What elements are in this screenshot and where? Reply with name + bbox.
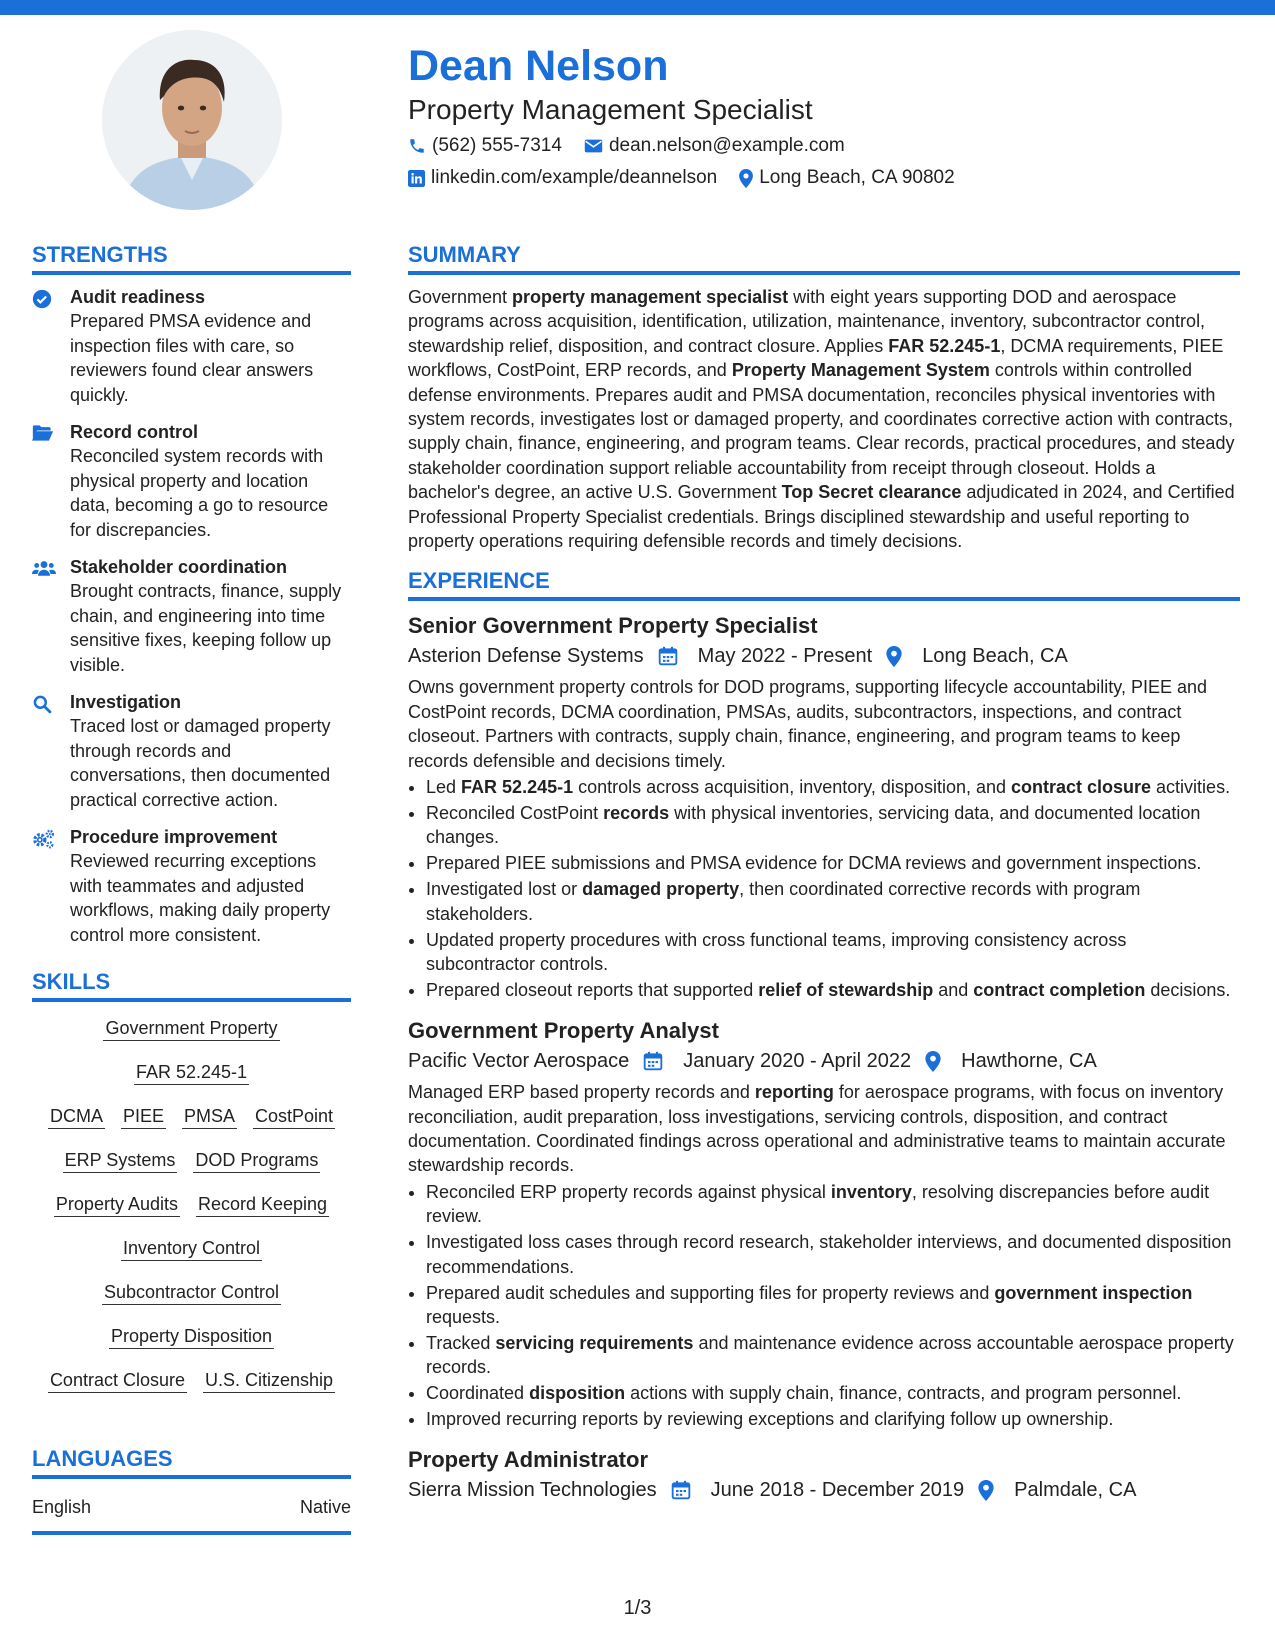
skill-tag: Property Disposition bbox=[109, 1324, 274, 1349]
folder-open-icon bbox=[32, 420, 70, 542]
language-row bbox=[32, 1495, 351, 1535]
skill-tag: Inventory Control bbox=[121, 1236, 262, 1261]
bold-text: contract closure bbox=[1011, 777, 1152, 798]
skill-tag: CostPoint bbox=[253, 1104, 335, 1129]
bullet-item bbox=[426, 851, 1240, 875]
bold-text: damaged property bbox=[582, 879, 740, 900]
bold-text: servicing requirements bbox=[495, 1332, 694, 1353]
linkedin-contact[interactable] bbox=[408, 167, 717, 189]
bold-text: FAR 52.245-1 bbox=[888, 335, 1001, 356]
envelope-icon bbox=[584, 138, 603, 154]
strength-item bbox=[32, 690, 351, 812]
job-entry bbox=[408, 1445, 1240, 1505]
skill-tag: Record Keeping bbox=[196, 1192, 329, 1217]
job-entry bbox=[408, 611, 1240, 1002]
text-run: Government bbox=[408, 287, 513, 307]
strength-description: Reconciled system records with physical property and location data, becoming a go to resource for discrepancies. bbox=[70, 446, 329, 540]
top-accent-bar bbox=[0, 0, 1275, 15]
job-dates-text: May 2022 - Present bbox=[697, 645, 873, 668]
text-run: Updated property procedures with cross functional teams, improving consistency across subcontractor controls. bbox=[426, 929, 1127, 974]
job-meta bbox=[408, 641, 1240, 671]
skill-tag: Property Audits bbox=[54, 1192, 180, 1217]
text-run: Prepared audit schedules and supporting files for property reviews and bbox=[426, 1282, 995, 1303]
job-dates bbox=[643, 1046, 911, 1076]
profile-photo bbox=[102, 30, 282, 210]
bold-text: inventory bbox=[830, 1181, 912, 1202]
skill-tag: Subcontractor Control bbox=[102, 1280, 281, 1305]
text-run: Improved recurring reports by reviewing exceptions and clarifying follow up ownership. bbox=[426, 1409, 1114, 1430]
page-number: 1/3 bbox=[623, 1597, 652, 1619]
text-run: Managed ERP based property records and bbox=[408, 1082, 755, 1103]
job-meta bbox=[408, 1046, 1240, 1076]
bold-text: contract completion bbox=[973, 979, 1146, 1000]
candidate-name: Dean Nelson bbox=[408, 42, 669, 90]
strength-title: Investigation bbox=[70, 692, 182, 712]
skill-tag: Government Property bbox=[103, 1016, 279, 1041]
job-dates-text: June 2018 - December 2019 bbox=[710, 1479, 965, 1502]
contact-row-1 bbox=[408, 130, 1238, 162]
job-location bbox=[886, 641, 1068, 671]
strength-title: Stakeholder coordination bbox=[70, 557, 288, 577]
job-company: Asterion Defense Systems bbox=[408, 645, 644, 668]
email-contact[interactable] bbox=[584, 135, 845, 157]
bold-text: records bbox=[603, 803, 670, 823]
strength-title: Procedure improvement bbox=[70, 827, 278, 847]
email-address: dean.nelson@example.com bbox=[608, 135, 845, 156]
bold-text: FAR 52.245-1 bbox=[461, 777, 574, 798]
text-run: with eight years supporting DOD and aerospace programs across acquisition, identification, utilization, maintenance, inventory, subcontractor control, stewardship relief, disposition, and contract closure. Applies bbox=[408, 287, 1206, 356]
skill-tag: DOD Programs bbox=[193, 1148, 320, 1173]
text-run: requests. bbox=[426, 1306, 501, 1327]
location-text: Long Beach, CA 90802 bbox=[759, 167, 955, 188]
bullet-item bbox=[426, 928, 1240, 977]
bullet-item bbox=[426, 877, 1240, 926]
bullet-item bbox=[426, 1230, 1240, 1279]
strength-item bbox=[32, 285, 351, 407]
calendar-icon bbox=[671, 1480, 701, 1500]
strengths-heading: STRENGTHS bbox=[32, 240, 351, 275]
skill-tag: U.S. Citizenship bbox=[203, 1368, 335, 1393]
job-bullets bbox=[408, 775, 1240, 1002]
phone-contact bbox=[408, 135, 562, 157]
experience-list bbox=[408, 611, 1240, 1505]
job-dates bbox=[658, 641, 873, 671]
strength-description: Reviewed recurring exceptions with teammates and adjusted workflows, making daily property control more consistent. bbox=[70, 851, 331, 945]
skill-tag: DCMA bbox=[48, 1104, 105, 1129]
text-run: Investigated loss cases through record research, stakeholder interviews, and documented disposition recommendations. bbox=[426, 1232, 1232, 1277]
job-location-text: Hawthorne, CA bbox=[961, 1050, 1097, 1073]
resume-header bbox=[408, 40, 1238, 194]
text-run: Led bbox=[426, 777, 462, 798]
text-run: actions with supply chain, finance, contracts, and program personnel. bbox=[625, 1383, 1182, 1404]
bullet-item bbox=[426, 775, 1240, 799]
text-run: adjudicated in 2024, and Certified Professional Property Specialist credentials. Brings disciplined stewardship and useful reporting to property operations requiring defensible records and timely decisions. bbox=[408, 482, 1235, 552]
strength-description: Traced lost or damaged property through records and conversations, then documented practical corrective action. bbox=[70, 716, 331, 810]
check-circle-icon bbox=[32, 285, 70, 407]
text-run: controls across acquisition, inventory, disposition, and bbox=[573, 777, 1011, 798]
text-run: for aerospace programs, with focus on inventory reconciliation, audit preparation, loss investigations, servicing controls, disposition, and contract documentation. Coordinated findings across operational and administrative teams to maintain accurate stewardship records. bbox=[408, 1082, 1226, 1176]
strength-title: Audit readiness bbox=[70, 287, 206, 307]
skill-tag: ERP Systems bbox=[63, 1148, 178, 1173]
bold-text: Top Secret clearance bbox=[781, 482, 962, 503]
location-contact bbox=[739, 167, 954, 189]
job-title: Government Property Analyst bbox=[408, 1018, 719, 1044]
text-run: Investigated lost or bbox=[426, 879, 583, 900]
candidate-title: Property Management Specialist bbox=[408, 94, 813, 125]
strengths-list bbox=[32, 285, 351, 947]
job-company: Sierra Mission Technologies bbox=[408, 1479, 657, 1502]
text-run: with physical inventories, servicing data, and documented location changes. bbox=[426, 803, 1201, 848]
bullet-item bbox=[426, 1180, 1240, 1229]
summary-text bbox=[408, 285, 1240, 553]
bullet-item bbox=[426, 1381, 1240, 1405]
bold-text: reporting bbox=[754, 1082, 834, 1103]
text-run: activities. bbox=[1151, 777, 1231, 798]
strength-item bbox=[32, 420, 351, 542]
summary-heading: SUMMARY bbox=[408, 240, 1240, 275]
map-pin-icon bbox=[886, 646, 912, 667]
languages-heading: LANGUAGES bbox=[32, 1444, 351, 1479]
experience-heading: EXPERIENCE bbox=[408, 566, 1240, 601]
bold-text: Property Management System bbox=[731, 360, 990, 381]
language-name: English bbox=[32, 1497, 92, 1517]
phone-number: (562) 555-7314 bbox=[432, 135, 562, 156]
skill-tag: Contract Closure bbox=[48, 1368, 187, 1393]
job-location-text: Palmdale, CA bbox=[1014, 1479, 1137, 1502]
map-pin-icon bbox=[739, 169, 753, 188]
job-entry bbox=[408, 1016, 1240, 1431]
text-run: Tracked bbox=[426, 1332, 496, 1353]
text-run: , resolving discrepancies before audit review. bbox=[426, 1181, 1210, 1227]
job-description bbox=[408, 1080, 1240, 1178]
bullet-item bbox=[426, 1331, 1240, 1380]
job-location bbox=[978, 1475, 1136, 1505]
bold-text: government inspection bbox=[994, 1282, 1193, 1303]
bold-text: relief of stewardship bbox=[758, 979, 934, 1000]
map-pin-icon bbox=[978, 1480, 1004, 1501]
language-level: Native bbox=[299, 1497, 351, 1517]
bullet-item bbox=[426, 1281, 1240, 1330]
users-icon bbox=[32, 555, 70, 677]
phone-icon bbox=[408, 137, 426, 155]
job-description: Owns government property controls for DOD programs, supporting lifecycle accountability, PIEE and CostPoint records, DCMA coordination, PMSAs, audits, subcontractors, inspections, and contract closeout. Partners with contracts, supply chain, finance, engineering, and program teams to keep records defensible and decisions timely. bbox=[408, 677, 1208, 771]
job-dates-text: January 2020 - April 2022 bbox=[683, 1050, 912, 1073]
bullet-item bbox=[426, 1407, 1240, 1431]
text-run: decisions. bbox=[1145, 979, 1231, 1000]
text-run: , DCMA requirements, PIEE workflows, CostPoint, ERP records, and bbox=[408, 335, 1224, 381]
contact-row-2 bbox=[408, 162, 1238, 194]
bullet-item bbox=[426, 978, 1240, 1002]
skill-tag: FAR 52.245-1 bbox=[134, 1060, 249, 1085]
job-dates bbox=[671, 1475, 965, 1505]
bold-text: property management specialist bbox=[512, 287, 789, 307]
text-run: and bbox=[933, 979, 974, 1000]
linkedin-url: linkedin.com/example/deannelson bbox=[431, 167, 718, 188]
text-run: controls within controlled defense environments. Prepares audit and PMSA documentation, reconciles physical inventories with system records, investigates lost or damaged property, and coordinates corrective action with contracts, supply chain, finance, engineering, and program teams. Clear records, practical procedures, and steady stakeholder coordination support reliable accountability from receipt through closeout. Holds a bachelor's degree, an active U.S. Government bbox=[408, 360, 1235, 503]
linkedin-icon bbox=[408, 170, 425, 187]
text-run: Prepared closeout reports that supported bbox=[426, 979, 759, 1000]
job-title: Senior Government Property Specialist bbox=[408, 613, 818, 639]
job-location bbox=[925, 1046, 1097, 1076]
search-icon bbox=[32, 690, 70, 812]
text-run: Coordinated bbox=[426, 1383, 530, 1404]
job-meta bbox=[408, 1475, 1240, 1505]
skills-heading: SKILLS bbox=[32, 967, 351, 1002]
job-bullets bbox=[408, 1180, 1240, 1432]
strength-item bbox=[32, 825, 351, 947]
job-location-text: Long Beach, CA bbox=[922, 645, 1068, 668]
avatar bbox=[102, 30, 282, 210]
strength-item bbox=[32, 555, 351, 677]
strength-description: Brought contracts, finance, supply chain, and engineering into time sensitive fixes, keeping follow up visible. bbox=[70, 581, 342, 675]
right-column bbox=[408, 240, 1240, 1505]
left-column bbox=[32, 240, 351, 1535]
skills-list bbox=[32, 1016, 351, 1412]
text-run: Reconciled ERP property records against physical bbox=[426, 1181, 831, 1202]
calendar-icon bbox=[643, 1051, 673, 1071]
bold-text: disposition bbox=[529, 1383, 626, 1404]
gears-icon bbox=[32, 825, 70, 947]
job-company: Pacific Vector Aerospace bbox=[408, 1050, 630, 1073]
bullet-item bbox=[426, 801, 1240, 850]
text-run: Prepared PIEE submissions and PMSA evidence for DCMA reviews and government inspections. bbox=[426, 853, 1202, 874]
skill-tag: PMSA bbox=[182, 1104, 237, 1129]
strength-title: Record control bbox=[70, 422, 199, 442]
text-run: Reconciled CostPoint bbox=[426, 803, 604, 823]
text-run: and maintenance evidence across accountable aerospace property records. bbox=[426, 1332, 1234, 1378]
job-title: Property Administrator bbox=[408, 1447, 649, 1473]
skill-tag: PIEE bbox=[121, 1104, 166, 1129]
calendar-icon bbox=[658, 646, 688, 666]
map-pin-icon bbox=[925, 1051, 951, 1072]
strength-description: Prepared PMSA evidence and inspection files with care, so reviewers found clear answers quickly. bbox=[70, 311, 314, 405]
text-run: , then coordinated corrective records with program stakeholders. bbox=[426, 879, 1141, 924]
